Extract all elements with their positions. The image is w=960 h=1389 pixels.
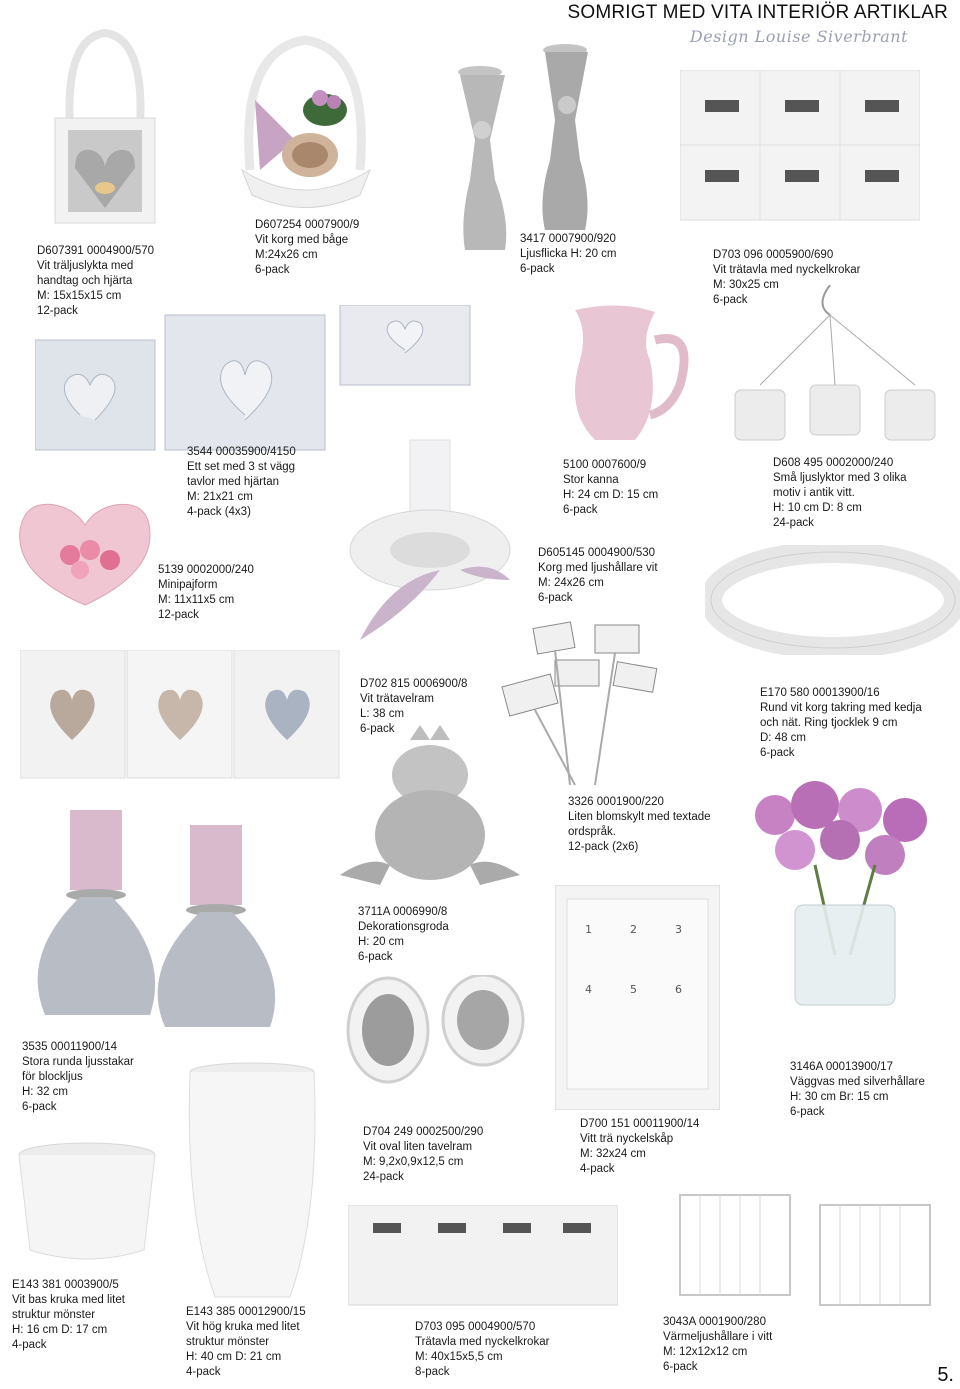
product-caption [773, 456, 907, 531]
white-low-pot-image [12, 1140, 162, 1270]
product-line: L: 38 cm [360, 708, 405, 720]
product-caption [358, 905, 449, 965]
product-code: 5100 0007600/9 [563, 459, 647, 471]
product-line: H: 32 cm [22, 1086, 69, 1098]
product-line: Ett set med 3 st vägg [187, 461, 296, 473]
page-number: 5. [937, 1364, 954, 1386]
product-caption [568, 795, 711, 855]
product-line: 12-pack [158, 609, 199, 621]
product-line: struktur mönster [12, 1309, 96, 1321]
product-code: 3544 00035900/4150 [187, 446, 296, 458]
product-code: 3146A 00013900/17 [790, 1061, 893, 1073]
product-line: 6-pack [663, 1361, 698, 1373]
product-caption [363, 1125, 483, 1185]
product-caption [186, 1305, 306, 1380]
product-line: 6-pack [538, 592, 573, 604]
product-line: 24-pack [773, 517, 814, 529]
product-line: 6-pack [713, 294, 748, 306]
round-candlesticks-image [25, 805, 295, 1030]
svg-text:2: 2 [630, 923, 637, 936]
product-line: 4-pack [12, 1339, 47, 1351]
product-line: Små ljuslyktor med 3 olika [773, 472, 907, 484]
product-line: Vit oval liten tavelram [363, 1141, 473, 1153]
product-line: M: 40x15x5,5 cm [415, 1351, 503, 1363]
product-code: D607391 0004900/570 [37, 245, 155, 257]
product-line: Korg med ljushållare vit [538, 562, 658, 574]
key-board-small-image [348, 1205, 618, 1315]
product-caption [12, 1278, 125, 1353]
product-caption [22, 1040, 134, 1115]
product-line: 6-pack [520, 263, 555, 275]
candle-basket-image [340, 430, 520, 650]
product-code: E143 385 00012900/15 [186, 1306, 306, 1318]
product-line: 4-pack [580, 1163, 615, 1175]
product-line: struktur mönster [186, 1336, 270, 1348]
product-line: 8-pack [415, 1366, 450, 1378]
product-line: 6-pack [563, 504, 598, 516]
key-rack-board-image [680, 70, 920, 230]
product-caption [760, 686, 922, 761]
product-line: Vit träljuslykta med [37, 260, 134, 272]
product-line: M: 21x21 cm [187, 491, 253, 503]
wooden-lantern-image [40, 18, 170, 228]
svg-text:6: 6 [675, 983, 682, 996]
product-line: Värmeljushållare i vitt [663, 1331, 773, 1343]
product-caption [790, 1060, 925, 1120]
product-line: M: 15x15x15 cm [37, 290, 122, 302]
product-code: D607254 0007900/9 [255, 219, 360, 231]
product-caption [158, 563, 254, 623]
product-line: Vit bas kruka med litet [12, 1294, 125, 1306]
product-line: 12-pack [37, 305, 78, 317]
product-line: H: 24 cm D: 15 cm [563, 489, 659, 501]
product-caption [563, 458, 658, 518]
product-line: och nät. Ring tjocklek 9 cm [760, 717, 898, 729]
product-line: H: 20 cm [358, 936, 405, 948]
product-line: ordspråk. [568, 826, 616, 838]
pink-pitcher-image [560, 300, 700, 450]
product-line: 12-pack (2x6) [568, 841, 639, 853]
product-line: H: 30 cm Br: 15 cm [790, 1091, 889, 1103]
product-code: D703 095 0004900/570 [415, 1321, 536, 1333]
product-line: 4-pack [186, 1366, 221, 1378]
product-line: Stora runda ljusstakar [22, 1056, 134, 1068]
product-line: H: 16 cm D: 17 cm [12, 1324, 108, 1336]
product-code: 3326 0001900/220 [568, 796, 664, 808]
product-code: D702 815 0006900/8 [360, 678, 468, 690]
product-line: Rund vit korg takring med kedja [760, 702, 922, 714]
product-line: 6-pack [360, 723, 395, 735]
product-line: Väggvas med silverhållare [790, 1076, 925, 1088]
svg-text:4: 4 [585, 983, 592, 996]
tealight-holders-image [660, 1185, 950, 1310]
svg-text:3: 3 [675, 923, 682, 936]
page-title: SOMRIGT MED VITA INTERIÖR ARTIKLAR [567, 2, 948, 23]
product-line: Vit hög kruka med litet [186, 1321, 300, 1333]
product-caption [415, 1320, 549, 1380]
product-code: E143 381 0003900/5 [12, 1279, 119, 1291]
white-tall-pot-image [185, 1062, 320, 1302]
product-line: Vit trätavla med nyckelkrokar [713, 264, 861, 276]
svg-text:1: 1 [585, 923, 592, 936]
product-code: D703 096 0005900/690 [713, 249, 834, 261]
product-line: för blockljus [22, 1071, 83, 1083]
product-line: handtag och hjärta [37, 275, 133, 287]
product-code: D700 151 00011900/14 [580, 1118, 700, 1130]
product-line: Vit korg med båge [255, 234, 349, 246]
flower-vase-image [735, 775, 955, 1010]
white-basket-image [220, 30, 390, 210]
pink-heart-dish-image [10, 495, 160, 610]
product-caption [520, 232, 617, 277]
product-line: Stor kanna [563, 474, 619, 486]
product-line: 6-pack [358, 951, 393, 963]
svg-text:5: 5 [630, 983, 637, 996]
product-caption [713, 248, 860, 308]
product-caption [360, 677, 467, 737]
product-code: 5139 0002000/240 [158, 564, 254, 576]
hanging-lanterns-image [715, 285, 955, 455]
product-code: D605145 0004900/530 [538, 547, 656, 559]
product-line: 4-pack (4x3) [187, 506, 251, 518]
product-code: D608 495 0002000/240 [773, 457, 894, 469]
product-line: 24-pack [363, 1171, 404, 1183]
product-line: M: 12x12x12 cm [663, 1346, 748, 1358]
product-code: 3417 0007900/920 [520, 233, 616, 245]
product-line: D: 48 cm [760, 732, 807, 744]
product-caption [538, 546, 658, 606]
product-line: H: 10 cm D: 8 cm [773, 502, 862, 514]
product-line: Minipajform [158, 579, 218, 591]
product-line: Ljusflicka H: 20 cm [520, 248, 617, 260]
product-line: M: 24x26 cm [538, 577, 604, 589]
product-line: M: 9,2x0,9x12,5 cm [363, 1156, 464, 1168]
product-code: E170 580 00013900/16 [760, 687, 880, 699]
heart-photo-frame-image [20, 650, 340, 780]
product-line: M: 32x24 cm [580, 1148, 646, 1160]
oval-photo-frames-image [338, 975, 533, 1085]
product-line: 6-pack [760, 747, 795, 759]
product-line: H: 40 cm D: 21 cm [186, 1351, 282, 1363]
product-line: M:24x26 cm [255, 249, 318, 261]
product-line: Vit trätavelram [360, 693, 434, 705]
product-line: M: 11x11x5 cm [158, 594, 235, 606]
product-line: 6-pack [255, 264, 290, 276]
designer-subtitle: Design Louise Siverbrant [689, 27, 908, 46]
product-code: D704 249 0002500/290 [363, 1126, 484, 1138]
product-line: Vitt trä nyckelskåp [580, 1133, 674, 1145]
silver-frog-image [330, 725, 530, 895]
product-caption [255, 218, 359, 278]
wicker-ring-image [705, 545, 960, 655]
product-caption [663, 1315, 772, 1375]
product-line: Dekorationsgroda [358, 921, 449, 933]
product-code: 3711A 0006990/8 [358, 906, 448, 918]
product-caption [187, 445, 296, 520]
product-caption [37, 244, 154, 319]
product-code: 3043A 0001900/280 [663, 1316, 766, 1328]
product-code: 3535 00011900/14 [22, 1041, 118, 1053]
product-line: 6-pack [790, 1106, 825, 1118]
product-line: Liten blomskylt med textade [568, 811, 711, 823]
key-cabinet-image [555, 885, 720, 1110]
product-line: motiv i antik vitt. [773, 487, 855, 499]
product-line: M: 30x25 cm [713, 279, 779, 291]
product-line: 6-pack [22, 1101, 57, 1113]
product-line: Trätavla med nyckelkrokar [415, 1336, 550, 1348]
product-line: tavlor med hjärtan [187, 476, 280, 488]
product-caption [580, 1117, 699, 1177]
candle-figurines-image [420, 20, 620, 250]
